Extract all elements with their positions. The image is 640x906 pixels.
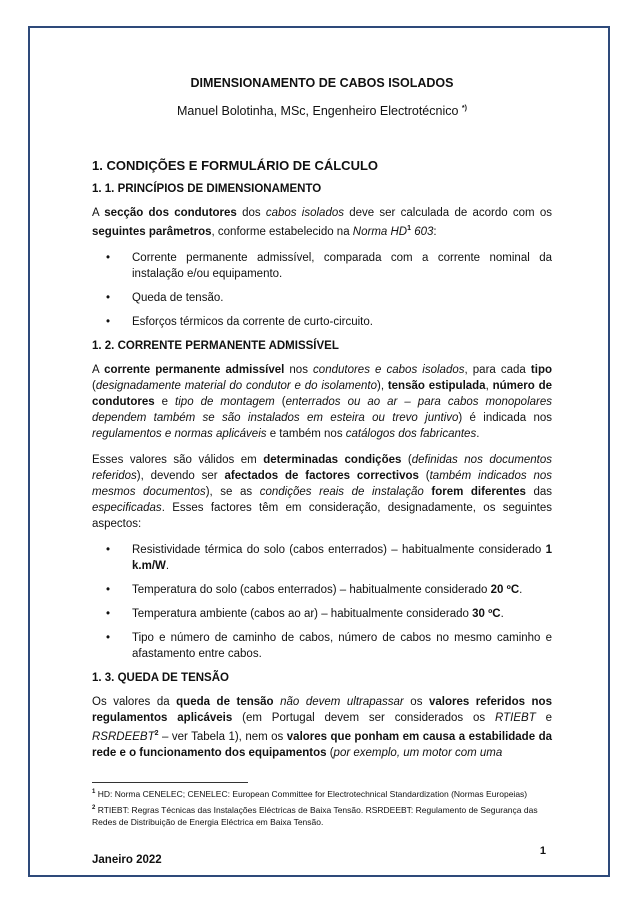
paragraph-voltage-drop: Os valores da queda de tensão não devem ultrapassar os valores referidos nos regulamentos aplicáveis (em Portugal devem ser considerados os RTIEBT e RSRDEEBT$^2$ – ver Tabela 1), nem os valores que ponham em causa a estabilidade da rede e o funcionamento dos equipamentos (por exemplo, um motor com uma xyxy=(92,695,553,759)
footnote-2: $^2$ RTIEBT: Regras Técnicas das Instalações Eléctricas de Baixa Tensão. RSRDEEBT: Regulamento de Segurança das Redes de Distribuição de Energia Eléctrica em Baixa Tensão. xyxy=(92,804,538,827)
bullet-icon: • xyxy=(106,291,111,304)
footnote-1: $^1$ HD: Norma CENELEC; CENELEC: European Committee for Electrotechnical Standardization (Normas Europeias) xyxy=(92,788,528,799)
document-title: DIMENSIONAMENTO DE CABOS ISOLADOS xyxy=(190,76,454,90)
list-item: • Tipo e número de caminho de cabos, número de cabos no mesmo caminho e afastamento entre cabos. xyxy=(106,631,552,660)
section-heading-1-2: 1. 2. CORRENTE PERMANENTE ADMISSÍVEL xyxy=(92,339,339,352)
bullet-icon: • xyxy=(106,315,111,328)
bullet-icon: • xyxy=(106,607,111,620)
bullet-icon: • xyxy=(106,251,111,264)
section-heading-1-3: 1. 3. QUEDA DE TENSÃO xyxy=(92,671,229,684)
footnote-ref-2: 2 xyxy=(154,729,159,737)
bullet-list-factors xyxy=(92,542,552,662)
section-heading-1-1: 1. 1. PRINCÍPIOS DE DIMENSIONAMENTO xyxy=(92,183,322,195)
list-item: • Esforços térmicos da corrente de curto-circuito. xyxy=(106,315,373,328)
bullet-icon: • xyxy=(106,631,111,644)
author-line xyxy=(92,104,552,118)
bullet-icon: • xyxy=(106,543,111,556)
paragraph-current: A corrente permanente admissível nos condutores e cabos isolados, para cada tipo (designadamente material do condutor e do isolamento), tensão estipulada, número de condutores e tipo de montagem (enterrados ou ao ar – para cabos monopolares dependem também se são instalados em esteira ou trevo juntivo) é indicada nos regulamentos e normas aplicáveis e também nos catálogos dos fabricantes. xyxy=(92,363,553,440)
list-item: • Temperatura do solo (cabos enterrados) – habitualmente considerado 20 ºC. xyxy=(106,583,523,596)
paragraph-correction-factors: Esses valores são válidos em determinadas condições (definidas nos documentos referidos), devendo ser afectados de factores correctivos (também indicados nos mesmos documentos), se as condições reais de instalação forem diferentes das especificadas. Esses factores têm em consideração, designadamente, os seguintes aspectos: xyxy=(92,453,553,530)
document-body xyxy=(92,76,552,771)
bullet-icon: • xyxy=(106,583,111,596)
bullet-list-parameters xyxy=(92,250,552,330)
footnote-divider xyxy=(92,782,248,783)
list-item: • Resistividade térmica do solo (cabos enterrados) – habitualmente considerado 1 k.m/W. xyxy=(106,543,552,572)
paragraph-principles: A secção dos condutores dos cabos isolados deve ser calculada de acordo com os seguintes parâmetros, conforme estabelecido na Norma $HD^1$ 603: xyxy=(92,207,552,238)
document-date: Janeiro 2022 xyxy=(92,854,162,866)
page-frame xyxy=(28,26,610,877)
author-mark: *) xyxy=(461,104,467,112)
footnote-ref-1: 1 xyxy=(407,225,412,232)
list-item: • Corrente permanente admissível, comparada com a corrente nominal da instalação e/ou equipamento. xyxy=(106,251,552,280)
author-name: Manuel Bolotinha, MSc, Engenheiro Electrotécnico xyxy=(177,104,459,118)
page-number: 1 xyxy=(539,845,546,857)
list-item: • Temperatura ambiente (cabos ao ar) – habitualmente considerado 30 ºC. xyxy=(106,607,504,620)
list-item: • Queda de tensão. xyxy=(106,291,224,304)
footnotes xyxy=(92,786,562,830)
section-heading-1: 1. CONDIÇÕES E FORMULÁRIO DE CÁLCULO xyxy=(92,158,379,173)
